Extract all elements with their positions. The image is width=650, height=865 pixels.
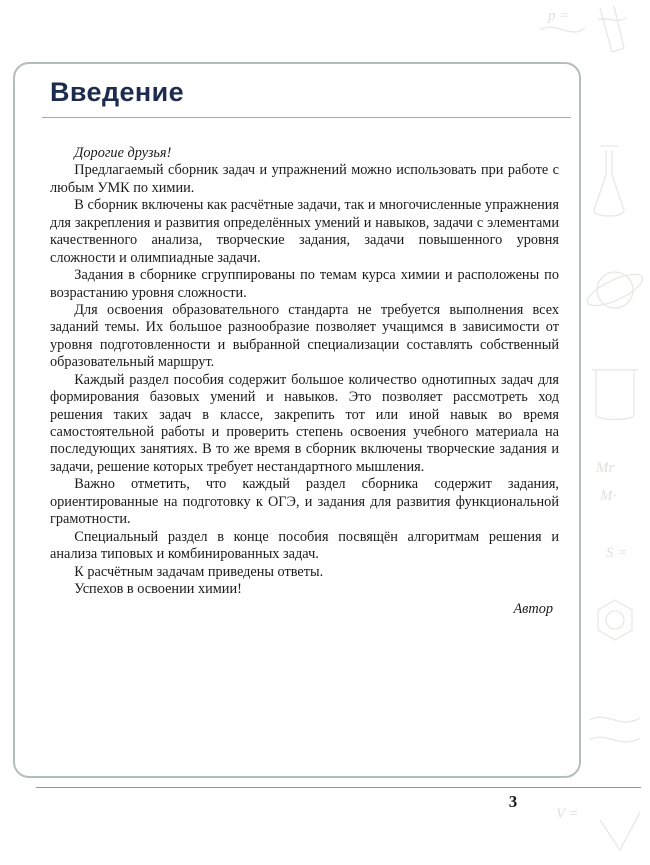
paragraph-9: Успехов в освоении химии! [74,580,242,597]
chapter-heading: Введение [50,77,185,107]
paragraph-2: В сборник включены как расчётные задачи, так и многочисленные упражнения для закрепления и развития определённых умений и навыков, задачи с элементами качественного анализа, творческие задания, задачи повышенного уровня сложности и олимпиадные задачи. [50,197,559,266]
author-signature: Автор [513,601,553,618]
salutation: Дорогие друзья! [74,145,172,161]
heading-divider [42,117,571,118]
introduction-text [50,145,559,619]
paragraph-5: Каждый раздел пособия содержит большое количество однотипных задач для формирования базовых умений и навыков. Это позволяет рассмотреть ход решения таких задач в классе, закрепить тот или иной навык во время самостоятельной работы и проверить степень освоения учебного материала на последующих занятиях. В то же время в сборник включены творческие задания и задачи, решение которых требует нестандартного мышления. [50,371,559,475]
paragraph-3: Задания в сборнике сгруппированы по темам курса химии и расположены по возрастанию уровня сложности. [50,267,559,301]
paragraph-6: Важно отметить, что каждый раздел сборника содержит задания, ориентированные на подготовку к ОГЭ, и задания для развития функциональной грамотности. [50,476,559,528]
paragraph-4: Для освоения образовательного стандарта не требуется выполнения всех заданий темы. Их большое разнообразие позволяет учащимся в зависимости от уровня подготовленности и выбранной специализации составлять собственный образовательный маршрут. [50,301,559,371]
doodle-formula-mr: Mr [596,460,615,476]
paragraph-7: Специальный раздел в конце пособия посвящён алгоритмам решения и анализа типовых и комбинированных задач. [50,528,559,563]
paragraph-1: Предлагаемый сборник задач и упражнений можно использовать при работе с любым УМК по химии. [50,162,559,196]
doodle-formula-m: M· [600,488,617,504]
doodle-formula-s: S = [606,545,628,561]
page-number: 3 [508,792,518,811]
doodle-formula-p: p = [548,8,570,24]
doodle-formula-v: V = [556,806,579,822]
paragraph-8: К расчётным задачам приведены ответы. [74,563,324,580]
content-frame [13,62,581,778]
footer-divider [36,787,641,788]
